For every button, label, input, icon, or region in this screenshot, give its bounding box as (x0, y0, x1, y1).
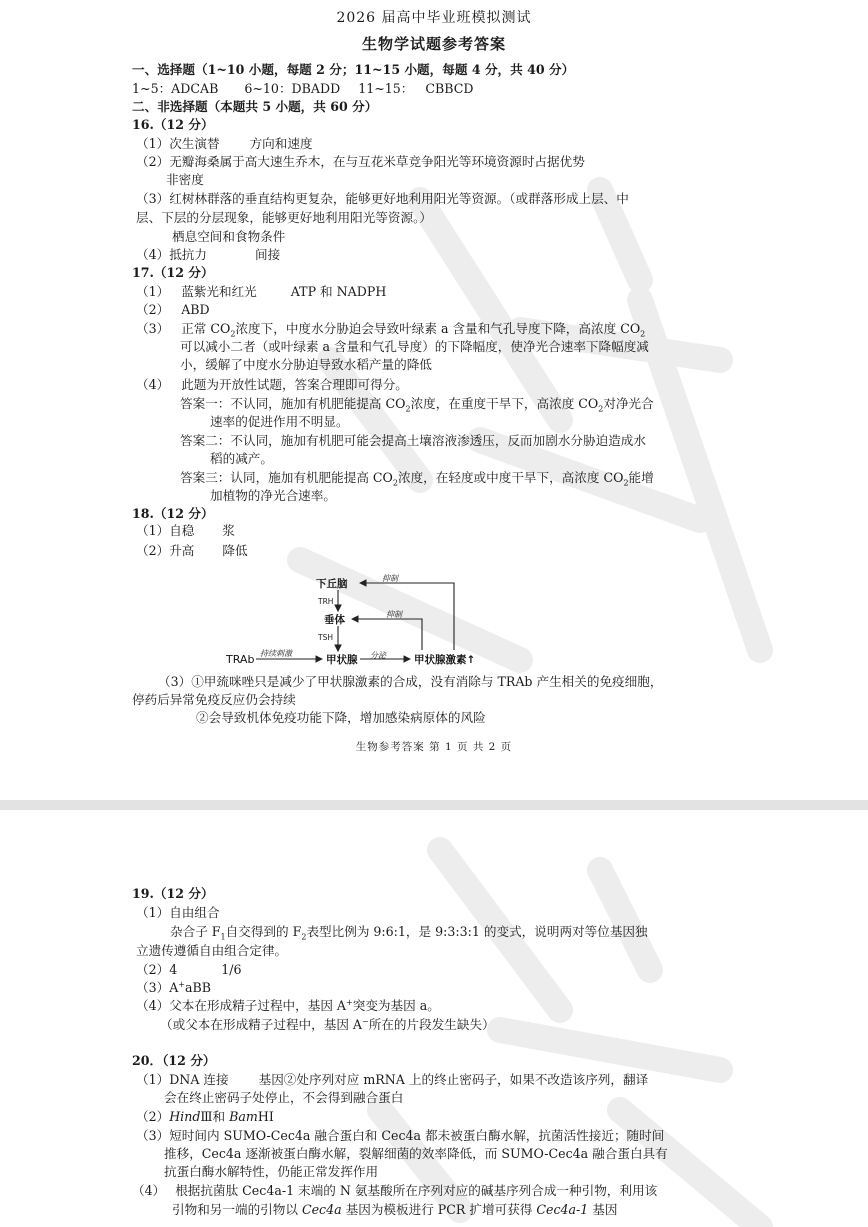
q20-4c-gene2: Cec4a-1 (536, 1202, 589, 1217)
q19-answer-1-cont: 立遗传遵循自由组合定律。 (136, 943, 288, 958)
q18-answer-1 (136, 523, 235, 539)
q20-heading: 20．（12 分） (132, 1053, 216, 1068)
q17-option-1-cont: 速率的促进作用不明显。 (210, 414, 349, 429)
label-inhibit-mid: 抑制 (386, 610, 402, 619)
q17-opt3-a: 答案三：认同，施加有机肥能提高 CO (180, 470, 393, 485)
q20-2-num: （2） (136, 1109, 170, 1124)
q17-option-3-cont: 加植物的净光合速率。 (210, 488, 336, 503)
q20-answer-1 (136, 1072, 648, 1088)
q19-2b: 1/6 (221, 962, 242, 977)
q17-2a: ABD (181, 302, 210, 317)
superscript: + (178, 979, 185, 989)
node-thyroid: 甲状腺 (326, 654, 358, 666)
q20-2-enzyme2-suffix: HI (257, 1109, 274, 1124)
q20-answer-1-cont: 会在终止密码子处停止，不会得到融合蛋白 (164, 1090, 404, 1105)
q17-opt3-b: 浓度，在轻度或中度干旱下，高浓度 CO (397, 470, 624, 485)
q17-answer-3-line2: 可以减小二者（或叶绿素 a 含量和气孔导度）的下降幅度，使净光合速率下降幅度减 (180, 339, 649, 354)
subscript: 2 (598, 404, 604, 414)
mc-answer-1-5: 1~5：ADCAB (132, 81, 219, 96)
q20-4-text: 根据抗菌肽 Cec4a-1 末端的 N 氨基酸所在序列对应的碱基序列合成一种引物，利用该 (175, 1183, 658, 1198)
section1-heading: 一、选择题（1~10 小题，每题 2 分；11~15 小题，每题 4 分，共 40 分） (132, 62, 575, 77)
exam-title: 2026 届高中毕业班模拟测试 (336, 10, 532, 26)
q20-answer-4-cont (172, 1202, 618, 1218)
answer-key-title: 生物学试题参考答案 (361, 35, 506, 53)
q17-4-num: （4） (136, 377, 170, 392)
subscript: 2 (230, 329, 236, 339)
arrow-feedback-hypothalamus (360, 583, 454, 650)
mc-answer-11-15: CBBCD (425, 81, 474, 96)
q19-answer-2 (136, 962, 242, 978)
q17-opt3-c: 能增 (628, 470, 654, 485)
q17-4-text: 此题为开放性试题，答案合理即可得分。 (181, 377, 408, 392)
q19-answer-4-alt (160, 1017, 495, 1033)
node-hypothalamus: 下丘脑 (316, 578, 348, 590)
q17-opt1-a: 答案一：不认同，施加有机肥能提高 CO (180, 396, 406, 411)
q20-2-enzyme2: Bam (229, 1109, 258, 1124)
mc-answers (132, 81, 474, 97)
q19-heading: 19.（12 分） (132, 886, 214, 901)
q17-3-text-a: 正常 CO (181, 321, 231, 336)
superscript: + (346, 997, 353, 1007)
q20-answer-3-line2: 推移，Cec4a 逐渐被蛋白酶水解，裂解细菌的效率降低，而 SUMO-Cec4a 融合蛋白具有 (164, 1146, 668, 1161)
q17-option-1 (180, 396, 654, 412)
q19-1-text-b: 自交得到的 F (225, 924, 302, 939)
page-separator (0, 800, 868, 810)
q17-answer-2 (136, 302, 210, 318)
q19-4c-b: 所在的片段发生缺失） (368, 1017, 495, 1032)
subscript: 1 (220, 932, 226, 942)
section2-heading: 二、非选择题（本题共 5 小题，共 60 分） (132, 99, 378, 114)
q17-heading: 17.（12 分） (132, 265, 214, 280)
q20-1b: 基因②处序列对应 mRNA 上的终止密码子，如果不改造该序列，翻译 (258, 1072, 649, 1087)
label-trh: TRH (318, 597, 334, 606)
q18-2b: 降低 (222, 543, 248, 558)
q17-option-2-cont: 稻的减产。 (210, 451, 273, 466)
q19-4c-a: （或父本在形成精子过程中，基因 A (160, 1017, 363, 1032)
q18-1a: （1）自稳 (136, 523, 195, 538)
q16-answer-4 (136, 247, 280, 263)
node-trab: TRAb (226, 653, 255, 666)
q18-answer-3: （3）①甲巯咪唑只是减少了甲状腺激素的合成，没有消除与 TRAb 产生相关的免疫细胞， (158, 674, 663, 689)
subscript: 2 (640, 329, 646, 339)
q16-answer-1 (136, 136, 313, 152)
q17-1b: ATP 和 NADPH (290, 284, 387, 299)
label-tsh: TSH (318, 633, 333, 642)
q20-answer-3: （3）短时间内 SUMO-Cec4a 融合蛋白和 Cec4a 都未被蛋白酶水解，抗菌活性接近；随时间 (136, 1128, 665, 1143)
subscript: 2 (301, 932, 307, 942)
answer-page-2 (0, 810, 868, 1227)
q17-3-num: （3） (136, 321, 170, 336)
mc-answer-6-10: 6~10：DBADD (244, 81, 341, 96)
q17-2-num: （2） (136, 302, 170, 317)
q18-answer-3-part2: ②会导致机体免疫功能下降，增加感染病原体的风险 (196, 710, 486, 725)
q16-1a: （1）次生演替 (136, 136, 220, 151)
q20-1a: （1）DNA 连接 (136, 1072, 229, 1087)
q16-heading: 16.（12 分） (132, 117, 214, 132)
q16-answer-3: （3）红树林群落的垂直结构更复杂，能够更好地利用阳光等资源。（或群落形成上层、中 (136, 191, 629, 206)
q17-answer-4 (136, 377, 408, 393)
q19-4a: （4）父本在形成精子过程中，基因 A (136, 998, 347, 1013)
q17-3-text-b: 浓度下，中度水分胁迫会导致叶绿素 a 含量和气孔导度下降，高浓度 CO (235, 321, 641, 336)
q16-answer-2b: 非密度 (166, 172, 204, 187)
q17-option-3 (180, 470, 654, 486)
q17-answer-3 (136, 321, 645, 337)
subscript: 2 (623, 478, 629, 488)
q19-1-text-c: 表型比例为 9:6:1，是 9:3:3:1 的变式，说明两对等位基因独 (306, 924, 648, 939)
q18-answer-3-cont: 停药后异常免疫反应仍会持续 (132, 692, 296, 707)
q17-1a: 蓝紫光和红光 (181, 284, 257, 299)
q19-4b: 突变为基因 a。 (352, 998, 440, 1013)
mc-answer-11-15-label: 11~15： (358, 81, 414, 96)
q20-4c-e: 基因 (588, 1202, 618, 1217)
q20-2-enzyme1: Hind (169, 1109, 201, 1124)
q16-answer-3c: 栖息空间和食物条件 (172, 229, 286, 244)
label-sustained-stimulation: 持续刺激 (260, 649, 292, 658)
q20-4c-c: 基因为模板进行 PCR 扩增可获得 (341, 1202, 537, 1217)
label-inhibit-top: 抑制 (382, 574, 398, 583)
q16-answer-3-cont: 层、下层的分层现象，能够更好地利用阳光等资源。） (136, 210, 432, 225)
page-footer: 生物参考答案 第 1 页 共 2 页 (355, 741, 513, 753)
q20-answer-4 (132, 1183, 657, 1199)
q17-1-num: （1） (136, 284, 170, 299)
q20-4c-gene1: Cec4a (301, 1202, 342, 1217)
q19-3a: （3）A (136, 980, 179, 995)
superscript: − (362, 1016, 369, 1026)
q16-4a: （4）抵抗力 (136, 247, 207, 262)
q18-answer-2 (136, 543, 248, 559)
q16-1b: 方向和速度 (249, 136, 313, 151)
q19-answer-3 (136, 980, 211, 996)
q20-answer-3-line3: 抗蛋白酶水解特性，仍能正常发挥作用 (164, 1164, 379, 1179)
node-pituitary: 垂体 (324, 614, 345, 626)
q16-answer-2: （2）无瓣海桑属于高大速生乔木，在与互花米草竞争阳光等环境资源时占据优势 (136, 154, 585, 169)
q17-option-2: 答案二：不认同，施加有机肥可能会提高土壤溶液渗透压，反而加剧水分胁迫造成水 (180, 433, 646, 448)
q20-4-num: （4） (132, 1183, 166, 1198)
q19-3b: aBB (185, 980, 212, 995)
q19-answer-1: （1）自由组合 (136, 905, 220, 920)
q19-2a: （2）4 (136, 962, 178, 977)
q20-2-and: Ⅲ和 (200, 1109, 230, 1124)
q20-4c-a: 引物和另一端的引物以 (172, 1202, 302, 1217)
q17-answer-3-line3: 小，缓解了中度水分胁迫导致水稻产量的降低 (180, 357, 432, 372)
q19-answer-4 (136, 998, 440, 1014)
node-thyroid-hormone: 甲状腺激素↑ (414, 654, 476, 666)
q19-1-text-a: 杂合子 F (170, 924, 221, 939)
q17-opt1-c: 对净光合 (603, 396, 654, 411)
q20-answer-2 (136, 1109, 274, 1125)
q19-answer-1-explain (170, 924, 648, 940)
q16-4b: 间接 (254, 247, 281, 262)
subscript: 2 (392, 478, 398, 488)
label-secrete: 分泌 (370, 651, 386, 660)
q17-answer-1 (136, 284, 386, 300)
q18-heading: 18.（12 分） (132, 506, 214, 521)
q18-2a: （2）升高 (136, 543, 195, 558)
q17-opt1-b: 浓度，在重度干旱下，高浓度 CO (410, 396, 599, 411)
subscript: 2 (405, 404, 411, 414)
q18-1b: 浆 (222, 523, 235, 538)
arrow-feedback-pituitary (352, 619, 422, 650)
hormone-regulation-diagram (222, 568, 502, 668)
